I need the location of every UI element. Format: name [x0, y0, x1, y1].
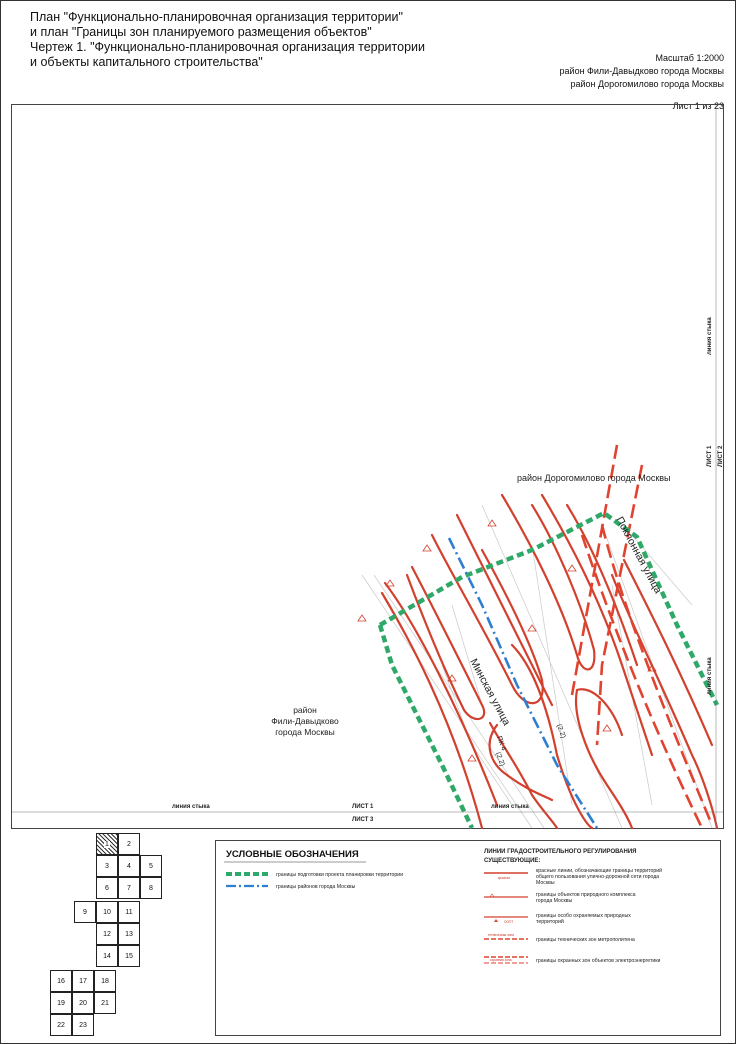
zone-label-2-2-a: (2.2)	[494, 751, 506, 768]
legend-red3-sample-text: ООПТ	[504, 920, 514, 924]
sheet-cell-18[interactable]: 18	[94, 970, 116, 992]
sheet-cell-11[interactable]: 11	[118, 901, 140, 923]
sheet-number: Лист 1 из 23	[672, 101, 724, 111]
legend-red3-marker	[494, 919, 498, 922]
sheet-cell-20[interactable]: 20	[72, 992, 94, 1014]
sheet-cell-12[interactable]: 12	[96, 923, 118, 945]
sheet-index	[0, 0, 215, 1044]
title-line-2: и план "Границы зон планируемого размещения объектов"	[30, 25, 372, 39]
legend-red3-text-1: границы особо охраняемых природных	[536, 913, 631, 919]
sheet-cell-17[interactable]: 17	[72, 970, 94, 992]
sheet-cell-6[interactable]: 6	[96, 877, 118, 899]
sheet-cell-22[interactable]: 22	[50, 1014, 72, 1036]
district-fili-map-label-1: район	[293, 705, 317, 715]
legend-right-heading-2: СУЩЕСТВУЮЩИЕ:	[484, 858, 541, 864]
legend-canvas	[216, 841, 720, 1035]
sheet-1-bottom-label: ЛИСТ 1	[352, 804, 374, 810]
sheet-cell-19[interactable]: 19	[50, 992, 72, 1014]
legend-red2-text-1: границы объектов природного комплекса	[536, 892, 636, 898]
sheet-cell-9[interactable]: 9	[74, 901, 96, 923]
legend-red1-text-1: красные линии, обозначающие границы территорий	[536, 868, 663, 874]
street-poklonnaya-label: Поклонная улица	[613, 514, 664, 596]
legend-red5-text: границы охранных зон объектов электроэнергетики	[536, 958, 661, 964]
scale-label: Масштаб 1:2000	[655, 53, 724, 63]
legend-blue-text: границы районов города Москвы	[276, 884, 356, 890]
sheet-cell-7[interactable]: 7	[118, 877, 140, 899]
zone-label-pk: ПК 4	[495, 735, 507, 752]
sheet-cell-3[interactable]: 3	[96, 855, 118, 877]
sheet-cell-14[interactable]: 14	[96, 945, 118, 967]
sheet-cell-8[interactable]: 8	[140, 877, 162, 899]
junction-label-bottom-mid: линия стыка	[491, 804, 529, 810]
junction-label-right-bottom: линия стыка	[707, 657, 713, 695]
sheet-cell-4[interactable]: 4	[118, 855, 140, 877]
district-fili-map-label-2: Фили-Давыдково	[271, 716, 339, 726]
sheet-cell-5[interactable]: 5	[140, 855, 162, 877]
sheet-cell-23[interactable]: 23	[72, 1014, 94, 1036]
legend-red2-text-2: города Москвы	[536, 898, 573, 904]
legend-green-text: границы подготовки проекта планировки территории	[276, 872, 404, 878]
junction-label-bottom-left: линия стыка	[172, 804, 210, 810]
street-minskaya-label: Минская улица	[467, 656, 513, 728]
sheet-cell-1[interactable]: 1	[96, 833, 118, 855]
sheet-cell-21[interactable]: 21	[94, 992, 116, 1014]
legend-red5-sample-text: охранная зона	[490, 958, 512, 962]
zone-label-2-2-b: (2.2)	[555, 723, 567, 740]
district-dorogomilovo-label: район Дорогомилово города Москвы	[570, 79, 724, 89]
sheet-2-right-label: ЛИСТ 2	[718, 445, 724, 467]
sheet-cell-10[interactable]: 10	[96, 901, 118, 923]
legend-red4-sample-text: техническая зона	[488, 933, 514, 937]
sheet-cell-16[interactable]: 16	[50, 970, 72, 992]
legend	[215, 840, 721, 1036]
sheet-cell-2[interactable]: 2	[118, 833, 140, 855]
planning-boundary	[380, 513, 717, 828]
district-dorogomilovo-map-label: район Дорогомилово города Москвы	[517, 473, 671, 483]
legend-red1-text-3: Москвы	[536, 880, 555, 886]
district-fili-label: район Фили-Давыдково города Москвы	[559, 66, 724, 76]
district-fili-map-label-3: города Москвы	[275, 727, 335, 737]
sheet-cell-15[interactable]: 15	[118, 945, 140, 967]
legend-title: УСЛОВНЫЕ ОБОЗНАЧЕНИЯ	[226, 849, 359, 860]
junction-label-right-top: линия стыка	[707, 317, 713, 355]
legend-red1-sample-text: красная	[498, 876, 510, 880]
title-line-1: План "Функционально-планировочная организация территории"	[30, 10, 403, 24]
sheet-3-bottom-label: ЛИСТ 3	[352, 817, 374, 823]
legend-right-heading-1: ЛИНИИ ГРАДОСТРОИТЕЛЬНОГО РЕГУЛИРОВАНИЯ	[484, 849, 637, 855]
legend-red4-text: границы технических зон метрополитена	[536, 937, 635, 943]
legend-red3-text-2: территорий	[536, 919, 564, 925]
sheet-cell-13[interactable]: 13	[118, 923, 140, 945]
title-line-3: Чертеж 1. "Функционально-планировочная организация территории	[30, 40, 425, 54]
title-line-4: и объекты капитального строительства"	[30, 55, 263, 69]
legend-red1-text-2: общего пользования улично-дорожной сети города	[536, 874, 660, 880]
sheet-1-right-label: ЛИСТ 1	[707, 445, 713, 467]
